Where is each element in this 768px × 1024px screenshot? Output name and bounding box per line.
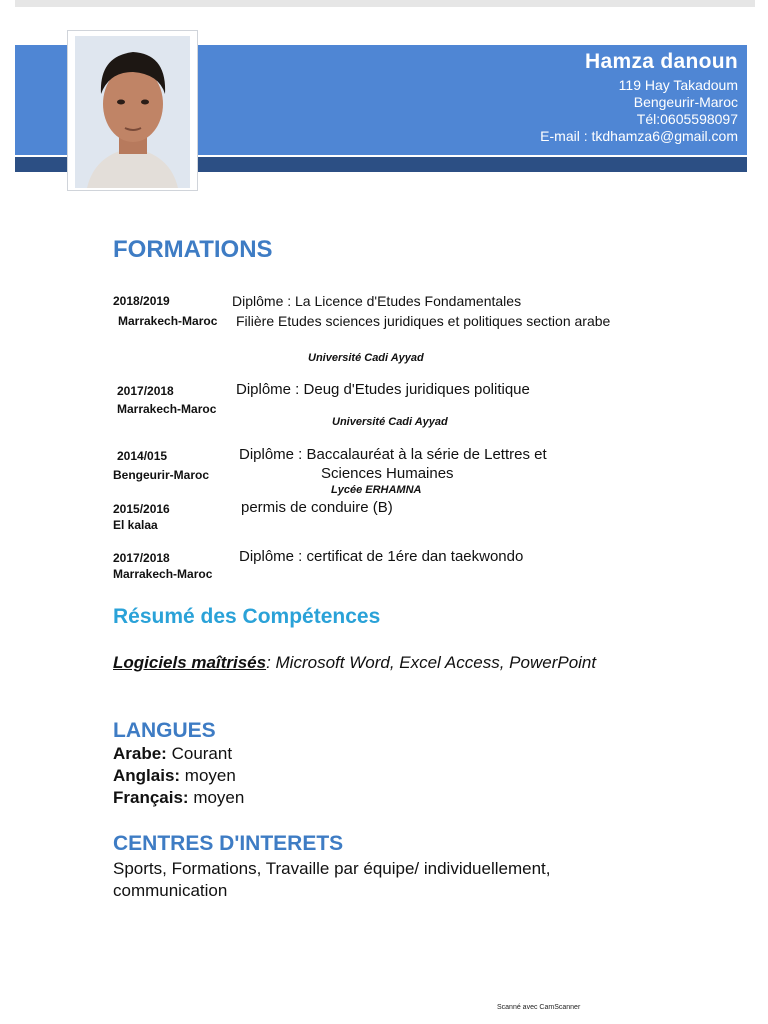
language-name: Anglais: bbox=[113, 766, 181, 785]
interests-text: Sports, Formations, Travaille par équipe/ individuellement, communication bbox=[113, 859, 551, 900]
language-level: moyen bbox=[180, 766, 236, 785]
address: 119 Hay Takadoum bbox=[618, 77, 738, 93]
person-portrait-icon bbox=[75, 36, 190, 188]
interets-title: CENTRES D'INTERETS bbox=[113, 832, 344, 855]
top-strip bbox=[15, 0, 755, 7]
city: Bengeurir-Maroc bbox=[633, 94, 738, 110]
formation-detail: Filière Etudes sciences juridiques et politiques section arabe bbox=[236, 313, 611, 329]
formation-date: 2015/2016 bbox=[113, 502, 170, 516]
formation-date: 2018/2019 bbox=[113, 294, 170, 308]
formation-diploma: Diplôme : certificat de 1ére dan taekwondo bbox=[239, 548, 524, 565]
langues-title: LANGUES bbox=[113, 719, 216, 742]
formation-institution: Université Cadi Ayyad bbox=[308, 352, 424, 364]
language-level: moyen bbox=[188, 788, 245, 807]
person-name: Hamza danoun bbox=[585, 50, 738, 73]
language-row bbox=[113, 788, 244, 808]
formation-diploma: permis de conduire (B) bbox=[241, 499, 393, 516]
formation-date: 2014/015 bbox=[117, 449, 168, 463]
competences-title: Résumé des Compétences bbox=[113, 605, 381, 628]
profile-photo bbox=[75, 36, 190, 188]
contact-block bbox=[540, 50, 738, 145]
formation-diploma: Diplôme : Deug d'Etudes juridiques politique bbox=[236, 381, 530, 398]
skills-text bbox=[113, 652, 613, 674]
formation-diploma: Diplôme : La Licence d'Etudes Fondamentales bbox=[232, 293, 522, 309]
formation-place: Marrakech-Maroc bbox=[113, 567, 213, 581]
formation-institution: Lycée ERHAMNA bbox=[331, 484, 422, 496]
email: E-mail : tkdhamza6@gmail.com bbox=[540, 128, 738, 144]
formation-place: Marrakech-Maroc bbox=[117, 402, 217, 416]
phone: Tél:0605598097 bbox=[636, 111, 738, 127]
skills-label: Logiciels maîtrisés bbox=[113, 653, 267, 672]
language-name: Français: bbox=[113, 788, 189, 807]
language-row bbox=[113, 766, 236, 786]
formation-date: 2017/2018 bbox=[113, 551, 170, 565]
formation-date: 2017/2018 bbox=[117, 384, 174, 398]
scanner-footer: Scanné avec CamScanner bbox=[497, 1004, 581, 1011]
language-level: Courant bbox=[166, 744, 233, 763]
skills-list: : Microsoft Word, Excel Access, PowerPoint bbox=[266, 653, 597, 672]
formation-institution: Université Cadi Ayyad bbox=[332, 416, 448, 428]
language-row bbox=[113, 744, 232, 764]
profile-photo-frame bbox=[67, 30, 198, 191]
formation-place: Bengeurir-Maroc bbox=[113, 468, 210, 482]
formations-title: FORMATIONS bbox=[113, 236, 273, 263]
formation-diploma: Diplôme : Baccalauréat à la série de Lettres et bbox=[239, 446, 547, 463]
formation-detail: Sciences Humaines bbox=[321, 465, 454, 482]
formation-place: Marrakech-Maroc bbox=[118, 314, 218, 328]
language-name: Arabe: bbox=[113, 744, 167, 763]
formation-place: El kalaa bbox=[113, 518, 158, 532]
